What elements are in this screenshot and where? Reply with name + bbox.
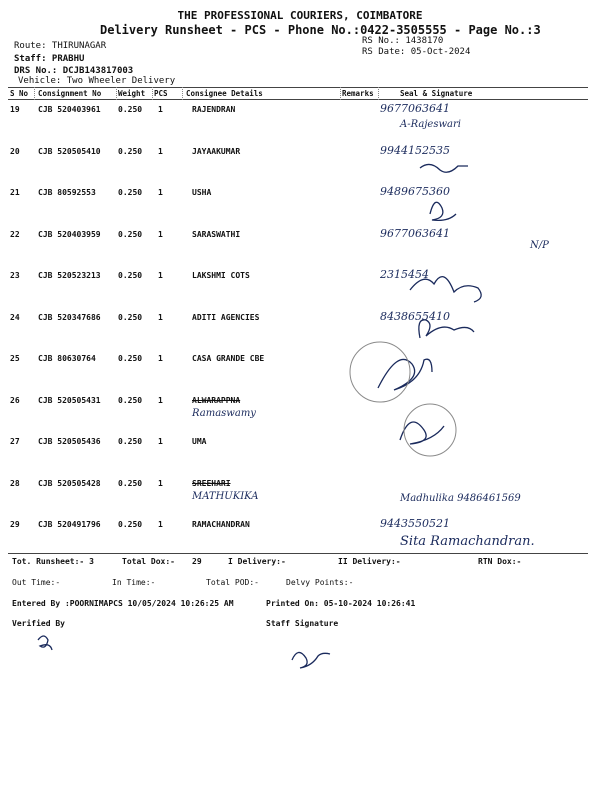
row-consignee: CASA GRANDE CBE <box>192 354 265 363</box>
verified-by: Verified By <box>12 619 65 628</box>
signature-scribble-20 <box>420 164 468 172</box>
row-consignee: RAMACHANDRAN <box>192 520 250 529</box>
col-header-pcs: PCS <box>154 89 168 98</box>
row-weight: 0.250 <box>118 229 143 239</box>
row-consignee: SREEHARI <box>192 478 231 488</box>
row-pcs: 1 <box>158 354 163 363</box>
printed-on: Printed On: 05-10-2024 10:26:41 <box>266 599 416 608</box>
row-consignment-no: CJB 520347686 <box>38 312 101 322</box>
route-label: Route: THIRUNAGAR <box>14 41 107 51</box>
handwritten-note: Ramaswamy <box>192 407 256 419</box>
runsheet-title: Delivery Runsheet - PCS - Phone No.:0422-3505555 - Page No.:3 <box>100 23 541 37</box>
row-pcs: 1 <box>158 229 163 239</box>
out-time: Out Time:- <box>12 578 61 587</box>
drs-label: DRS No.: DCJB143817003 <box>14 66 134 76</box>
row-consignment-no: CJB 80630764 <box>38 354 96 363</box>
signature-scribble-27 <box>400 422 444 444</box>
row-sno: 20 <box>10 146 20 156</box>
row-sno: 28 <box>10 478 20 488</box>
col-divider <box>378 87 379 100</box>
row-pcs: 1 <box>158 105 163 114</box>
row-consignee: RAJENDRAN <box>192 105 236 114</box>
row-consignee: SARASWATHI <box>192 229 241 239</box>
handwritten-signature: A-Rajeswari <box>400 119 461 130</box>
handwritten-note: 9489675360 <box>380 185 450 198</box>
verified-initials <box>38 636 52 650</box>
handwritten-note: 9677063641 <box>380 102 450 115</box>
row-sno: 27 <box>10 437 20 446</box>
col-divider <box>116 87 117 100</box>
row-weight: 0.250 <box>118 271 143 280</box>
rs-date: RS Date: 05-Oct-2024 <box>362 47 471 57</box>
row-consignee: USHA <box>192 188 212 197</box>
handwritten-signature: Madhulika 9486461569 <box>400 492 521 504</box>
staff-signature-mark <box>292 652 330 668</box>
col-header-sno: S No <box>10 89 29 98</box>
row-pcs: 1 <box>158 520 163 529</box>
row-pcs: 1 <box>158 146 163 156</box>
row-weight: 0.250 <box>118 395 143 405</box>
row-weight: 0.250 <box>118 312 143 322</box>
row-pcs: 1 <box>158 188 163 197</box>
row-weight: 0.250 <box>118 437 143 446</box>
row-consignment-no: CJB 520491796 <box>38 520 101 529</box>
seal-stamp <box>350 342 410 402</box>
col-header-remarks: Remarks <box>342 89 374 98</box>
col-header-seal: Seal & Signature <box>400 89 473 98</box>
row-consignment-no: CJB 520403961 <box>38 105 101 114</box>
delvy-points: Delvy Points:- <box>286 578 354 587</box>
i-delivery: I Delivery:- <box>228 557 286 566</box>
col-header-consignee: Consignee Details <box>186 89 263 98</box>
row-sno: 26 <box>10 395 20 405</box>
staff-label: Staff: PRABHU <box>14 54 85 64</box>
seal-stamp-2 <box>404 404 456 456</box>
row-weight: 0.250 <box>118 520 143 529</box>
handwritten-signature: Sita Ramachandran. <box>400 534 535 549</box>
handwritten-note: 2315454 <box>380 268 429 281</box>
row-sno: 29 <box>10 520 20 529</box>
col-divider <box>152 87 153 100</box>
handwritten-note: 8438655410 <box>380 309 450 323</box>
row-weight: 0.250 <box>118 478 143 488</box>
row-consignment-no: CJB 520505436 <box>38 437 101 446</box>
signature-scribble-25 <box>378 359 432 390</box>
col-header-consignment: Consignment No <box>38 89 102 98</box>
row-consignee: UMA <box>192 437 207 446</box>
row-weight: 0.250 <box>118 105 143 114</box>
row-consignee: ALWARAPPNA <box>192 395 241 405</box>
entered-by: Entered By :POORNIMAPCS 10/05/2024 10:26:25 AM <box>12 599 234 608</box>
row-pcs: 1 <box>158 478 163 488</box>
row-pcs: 1 <box>158 312 163 322</box>
row-consignment-no: CJB 520505428 <box>38 478 101 488</box>
col-divider <box>340 87 341 100</box>
footer-rule <box>8 553 588 554</box>
row-consignee: LAKSHMI COTS <box>192 271 250 280</box>
handwritten-note: 9944152535 <box>380 143 450 157</box>
row-weight: 0.250 <box>118 188 143 197</box>
row-pcs: 1 <box>158 395 163 405</box>
table-header-rule <box>8 99 588 100</box>
in-time: In Time:- <box>112 578 156 587</box>
rtn-dox: RTN Dox:- <box>478 557 522 566</box>
signature-scribble-21 <box>430 202 456 220</box>
row-consignee: ADITI AGENCIES <box>192 312 260 322</box>
row-consignment-no: CJB 520403959 <box>38 229 101 239</box>
row-consignment-no: CJB 520523213 <box>38 271 101 280</box>
handwritten-note: 9443550521 <box>380 517 450 530</box>
row-weight: 0.250 <box>118 354 143 363</box>
ii-delivery: II Delivery:- <box>338 557 401 566</box>
row-pcs: 1 <box>158 271 163 280</box>
row-consignment-no: CJB 80592553 <box>38 188 96 197</box>
row-consignee: JAYAAKUMAR <box>192 146 241 156</box>
table-top-rule <box>8 87 588 88</box>
col-divider <box>182 87 183 100</box>
row-sno: 25 <box>10 354 20 363</box>
row-sno: 21 <box>10 188 20 197</box>
col-divider <box>34 87 35 100</box>
row-sno: 22 <box>10 229 20 239</box>
tot-runsheet: Tot. Runsheet:- 3 <box>12 557 94 566</box>
company-title: THE PROFESSIONAL COURIERS, COIMBATORE <box>177 9 423 22</box>
row-sno: 23 <box>10 271 20 280</box>
handwritten-note: 9677063641 <box>380 226 450 240</box>
rs-number: RS No.: 1438170 <box>362 36 444 46</box>
row-consignment-no: CJB 520505410 <box>38 146 101 156</box>
vehicle-label: Vehicle: Two Wheeler Delivery <box>18 76 176 86</box>
row-pcs: 1 <box>158 437 163 446</box>
row-sno: 19 <box>10 105 20 114</box>
col-header-weight: Weight <box>118 89 146 98</box>
row-weight: 0.250 <box>118 146 143 156</box>
row-consignment-no: CJB 520505431 <box>38 395 101 405</box>
total-pod: Total POD:- <box>206 578 259 587</box>
total-dox-label: Total Dox:- <box>122 557 175 566</box>
row-sno: 24 <box>10 312 20 322</box>
handwritten-signature: N/P <box>530 239 549 251</box>
signature-scribble-24 <box>419 320 474 338</box>
handwritten-note: MATHUKIKA <box>192 490 259 502</box>
staff-signature-label: Staff Signature <box>266 619 339 628</box>
total-dox-value: 29 <box>192 557 202 566</box>
